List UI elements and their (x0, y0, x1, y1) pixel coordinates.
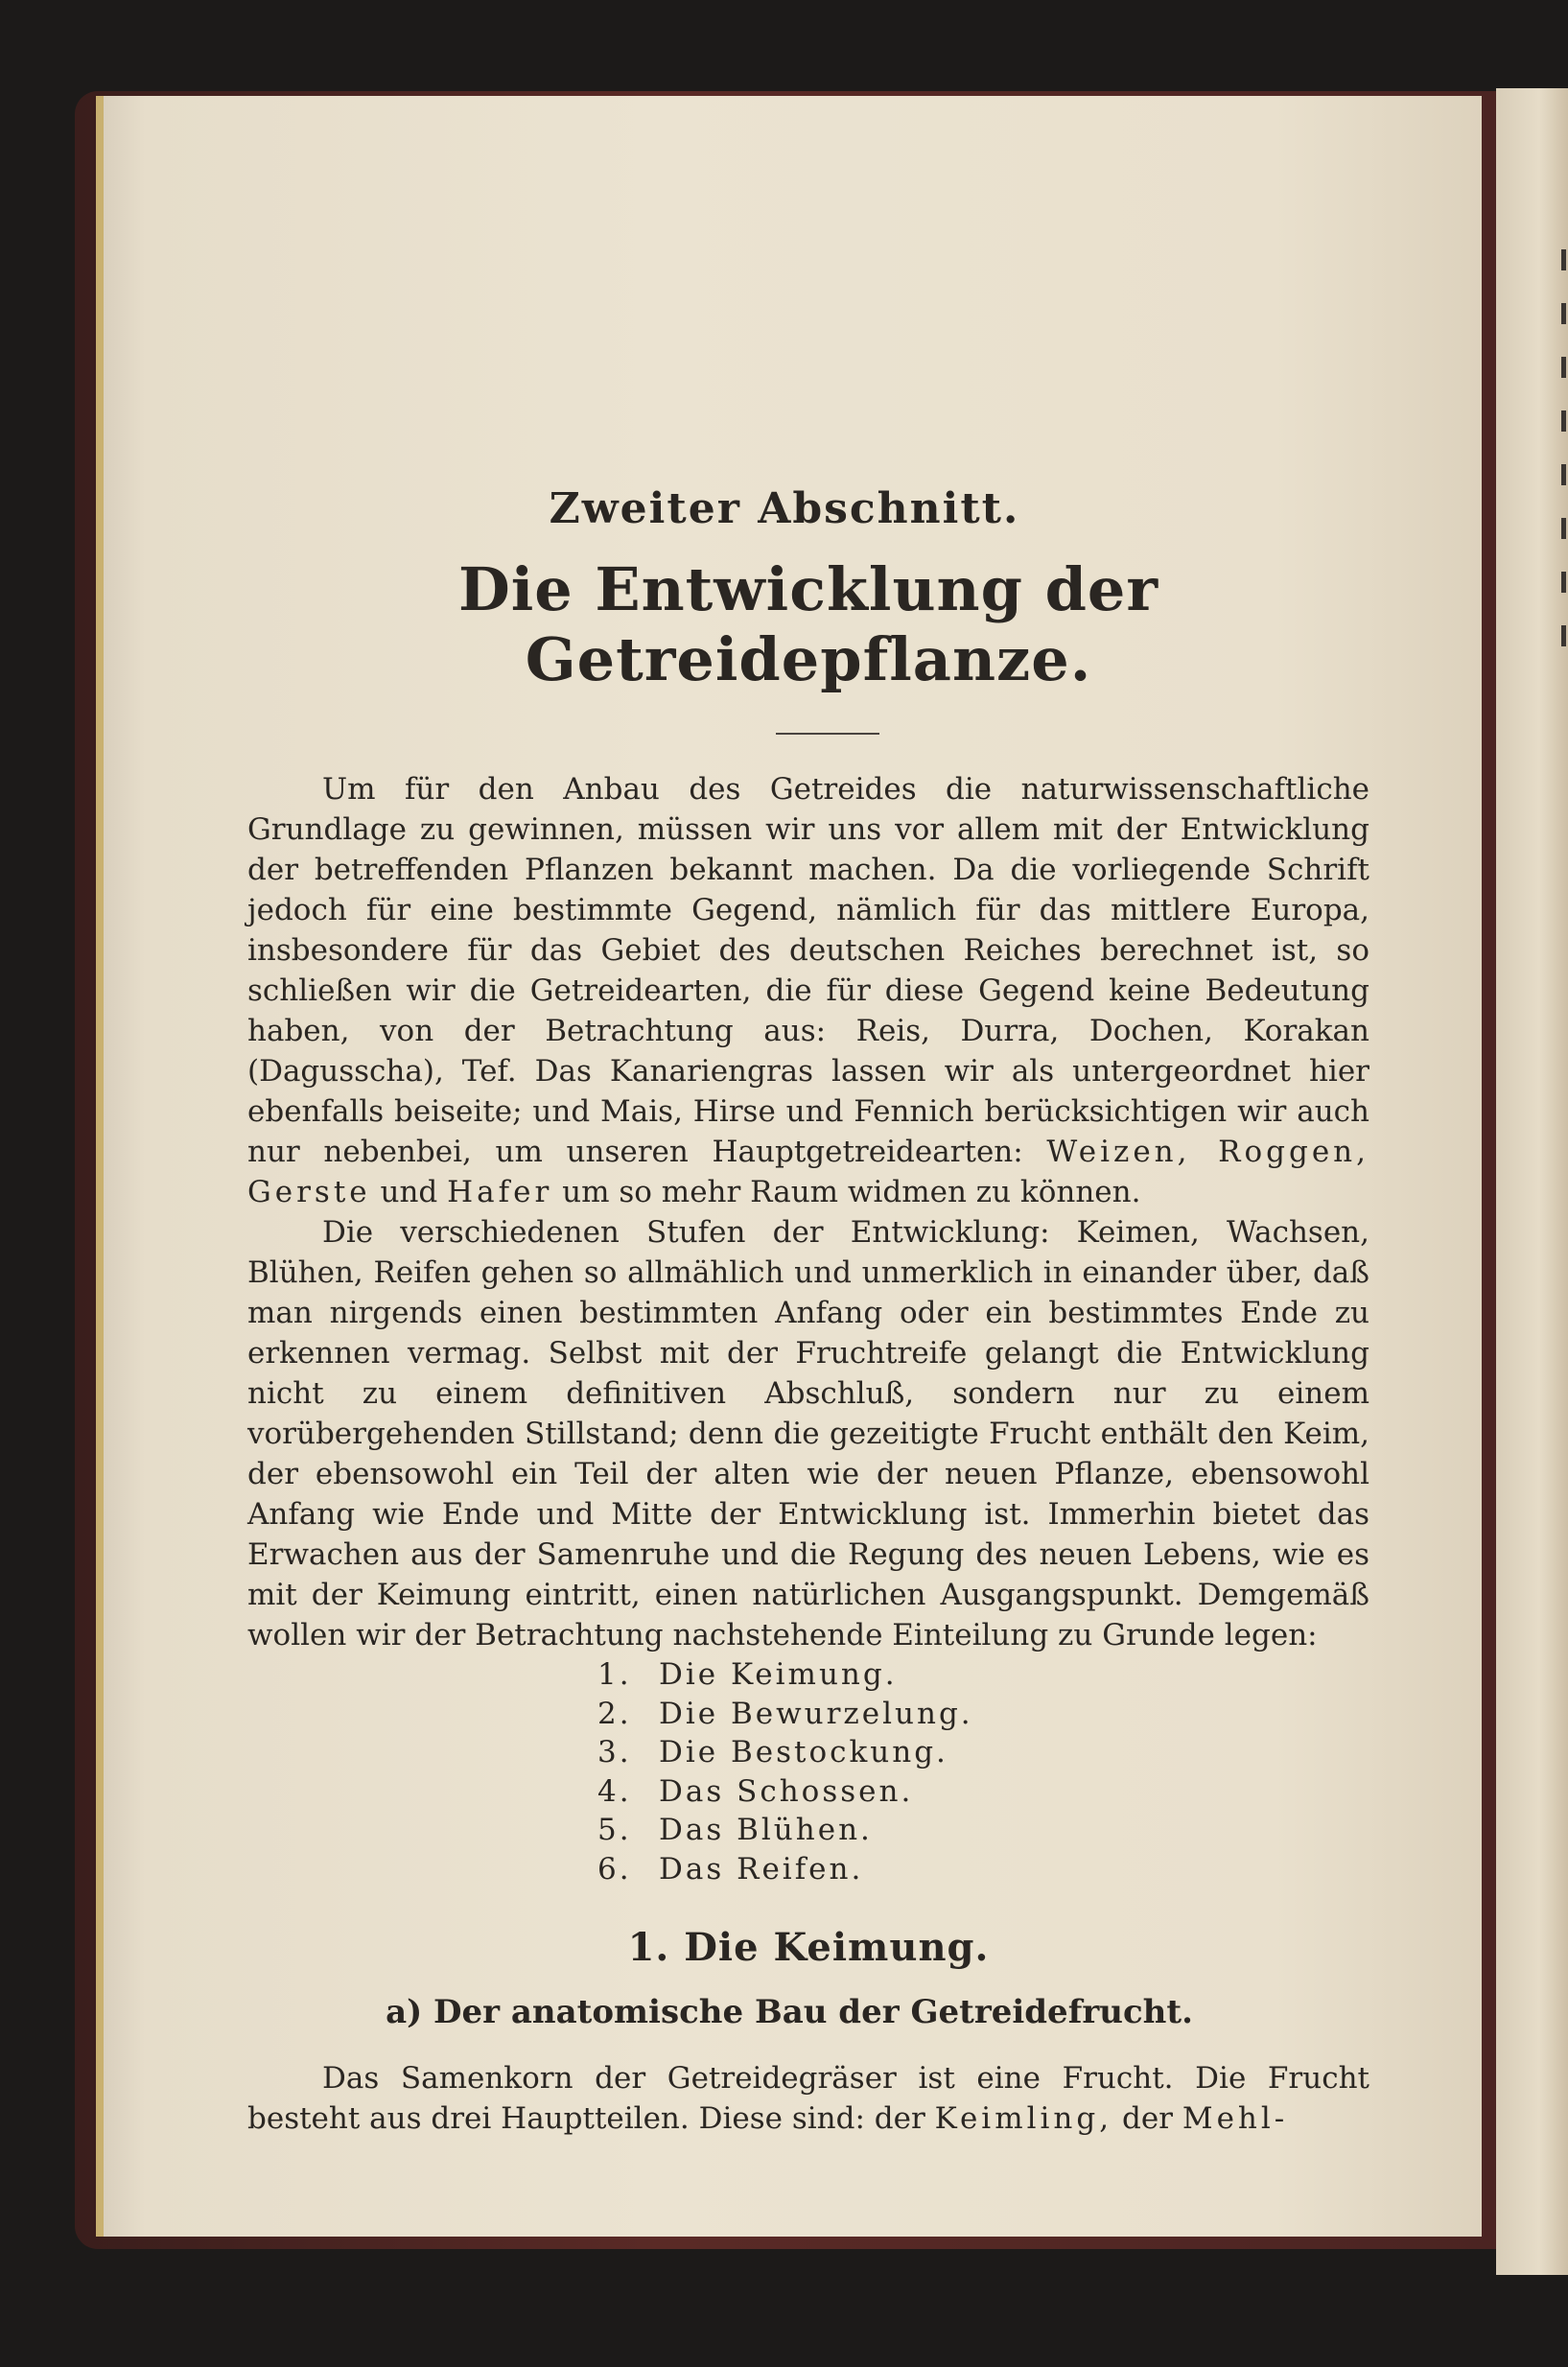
stage-list (597, 1655, 1568, 1888)
next-page-text-fragments (1561, 249, 1568, 729)
grain-name-gerste: Gerste (247, 1175, 371, 1209)
next-page-edge (1496, 88, 1568, 2275)
paragraph-1 (247, 769, 1369, 1212)
paragraph-3-text-b: der (1121, 2101, 1173, 2136)
paragraph-2: Die verschiedenen Stufen der Entwicklung: Keimen, Wachsen, Blühen, Reifen gehen so allmählich und unmerklich in einander über, daß man nirgends einen bestimmten Anfang oder ein bestimmtes Ende zu erkennen vermag. Selbst mit der Fruchtreife gelangt die Entwicklung nicht zu einem definitiven Abschluß, sondern nur zu einem vorübergehenden Stillstand; denn die gezeitigte Frucht enthält den Keim, der ebensowohl ein Teil der alten wie der neuen Pflanze, ebensowohl Anfang wie Ende und Mitte der Entwicklung ist. Immerhin bietet das Erwachen aus der Samenruhe und die Regung des neuen Lebens, wie es mit der Keimung eintritt, einen natürlichen Ausgangspunkt. Demgemäß wollen wir der Betrachtung nachstehende Einteilung zu Grunde legen: (247, 1215, 1369, 1652)
page-content (247, 484, 1369, 2139)
grain-names-1: Weizen, Roggen, (1046, 1135, 1370, 1169)
paragraph-3-text-a: Das Samenkorn der Getreidegräser ist eine Frucht. Die Frucht besteht aus drei Hauptteilen. Diese sind: der (247, 2061, 1369, 2136)
list-item: 6. Das Reifen. (597, 1851, 864, 1887)
paragraph-1-text-a: Um für den Anbau des Getreides die naturwissenschaftliche Grundlage zu gewinnen, müssen wir uns vor allem mit der Entwicklung der betreffenden Pflanzen bekannt machen. Da die vorliegende Schrift jedoch für eine bestimmte Gegend, nämlich für das mittlere Europa, insbesondere für das Gebiet des deutschen Reiches berechnet ist, so schließen wir die Getreidearten, die für diese Gegend keine Bedeutung haben, von der Betrachtung aus: Reis, Durra, Dochen, Korakan (Dagusscha), Tef. Das Kanariengras lassen wir als untergeordnet hier ebenfalls beiseite; und Mais, Hirse und Fennich berücksichtigen wir auch nur nebenbei, um unseren Hauptgetreidearten: (247, 772, 1369, 1169)
heading-anatomischer-bau: a) Der anatomische Bau der Getreidefrucht. (386, 1993, 1193, 2031)
list-item: 3. Die Bestockung. (597, 1735, 948, 1769)
conjunction-und: und (380, 1175, 438, 1209)
title-divider (776, 733, 879, 735)
heading-keimung: 1. Die Keimung. (627, 1925, 990, 1970)
chapter-title: Die Entwicklung der Getreidepflanze. (457, 554, 1159, 694)
section-title: Zweiter Abschnitt. (549, 484, 1020, 533)
term-keimling: Keimling, (934, 2101, 1113, 2136)
paragraph-3 (247, 2058, 1369, 2139)
list-item: 4. Das Schossen. (597, 1773, 914, 1809)
grain-name-hafer: Hafer (447, 1175, 553, 1209)
term-mehl: Mehl- (1182, 2101, 1289, 2136)
paragraph-1-text-b: um so mehr Raum widmen zu können. (562, 1175, 1141, 1209)
list-item: 1. Die Keimung. (597, 1657, 898, 1692)
list-item: 5. Das Blühen. (597, 1813, 873, 1847)
list-item: 2. Die Bewurzelung. (597, 1696, 973, 1731)
